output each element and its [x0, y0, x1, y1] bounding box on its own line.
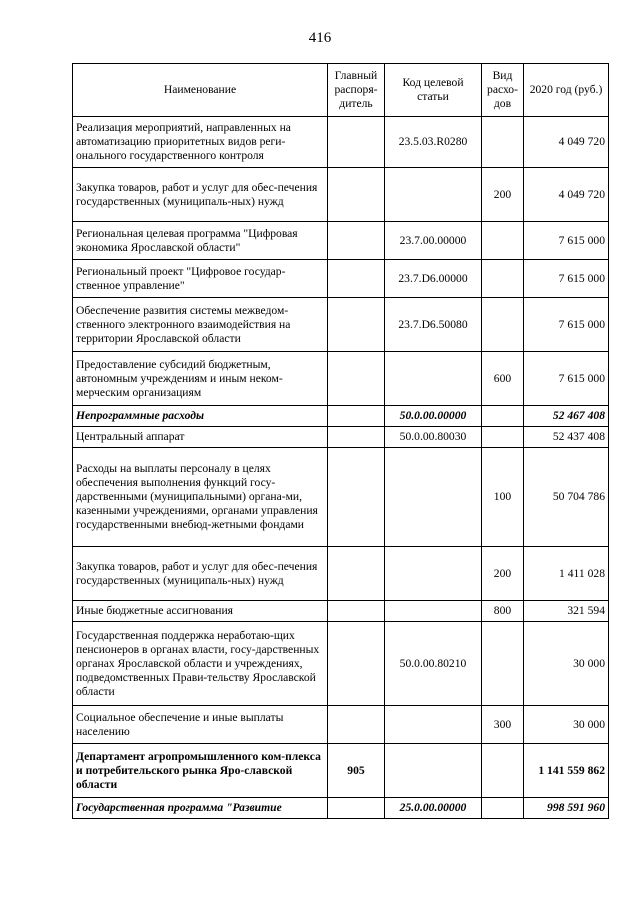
- row-main-manager: [328, 427, 385, 448]
- row-expense-kind: 100: [482, 448, 524, 547]
- table-row: [73, 117, 609, 168]
- row-target-code: 50.0.00.00000: [385, 406, 482, 427]
- row-name: Центральный аппарат: [73, 427, 328, 448]
- header-name: Наименование: [73, 64, 328, 117]
- row-expense-kind: [482, 427, 524, 448]
- row-expense-kind: [482, 117, 524, 168]
- row-expense-kind: [482, 622, 524, 706]
- row-name: Закупка товаров, работ и услуг для обес-печения государственных (муниципаль-ных) нужд: [73, 547, 328, 601]
- table-row: [73, 406, 609, 427]
- row-amount: 1 141 559 862: [524, 744, 609, 798]
- row-expense-kind: [482, 798, 524, 819]
- row-amount: 30 000: [524, 622, 609, 706]
- row-amount: 998 591 960: [524, 798, 609, 819]
- row-target-code: [385, 744, 482, 798]
- row-main-manager: [328, 298, 385, 352]
- header-expense-kind: Вид расхо-дов: [482, 64, 524, 117]
- row-main-manager: [328, 352, 385, 406]
- row-name: Региональный проект "Цифровое государ-ственное управление": [73, 260, 328, 298]
- row-target-code: [385, 706, 482, 744]
- header-main-manager: Главный распоря-дитель: [328, 64, 385, 117]
- row-main-manager: 905: [328, 744, 385, 798]
- row-expense-kind: [482, 744, 524, 798]
- row-expense-kind: 200: [482, 547, 524, 601]
- row-main-manager: [328, 260, 385, 298]
- row-name: Государственная поддержка неработаю-щих пенсионеров в органах власти, госу-дарственных органах Ярославской области и учреждениях, подведомственных Прави-тельству Ярославской области: [73, 622, 328, 706]
- row-target-code: 50.0.00.80030: [385, 427, 482, 448]
- row-target-code: 23.7.D6.50080: [385, 298, 482, 352]
- row-target-code: [385, 352, 482, 406]
- row-name: Иные бюджетные ассигнования: [73, 601, 328, 622]
- row-amount: 4 049 720: [524, 117, 609, 168]
- row-main-manager: [328, 547, 385, 601]
- row-main-manager: [328, 706, 385, 744]
- row-name: Государственная программа "Развитие: [73, 798, 328, 819]
- row-target-code: [385, 168, 482, 222]
- row-amount: 321 594: [524, 601, 609, 622]
- row-main-manager: [328, 601, 385, 622]
- row-main-manager: [328, 117, 385, 168]
- row-amount: 50 704 786: [524, 448, 609, 547]
- row-amount: 1 411 028: [524, 547, 609, 601]
- table-row: [73, 744, 609, 798]
- row-name: Реализация мероприятий, направленных на автоматизацию приоритетных видов реги-онального государственного контроля: [73, 117, 328, 168]
- row-name: Непрограммные расходы: [73, 406, 328, 427]
- row-amount: 52 437 408: [524, 427, 609, 448]
- row-target-code: 23.5.03.R0280: [385, 117, 482, 168]
- row-target-code: [385, 448, 482, 547]
- row-amount: 52 467 408: [524, 406, 609, 427]
- row-expense-kind: 200: [482, 168, 524, 222]
- table-row: [73, 168, 609, 222]
- table-header-row: [73, 64, 609, 117]
- table-row: [73, 547, 609, 601]
- row-target-code: 23.7.00.00000: [385, 222, 482, 260]
- row-name: Региональная целевая программа "Цифровая экономика Ярославской области": [73, 222, 328, 260]
- row-target-code: [385, 547, 482, 601]
- budget-table: [72, 63, 609, 819]
- row-main-manager: [328, 622, 385, 706]
- table-row: [73, 260, 609, 298]
- row-amount: 7 615 000: [524, 352, 609, 406]
- row-expense-kind: 800: [482, 601, 524, 622]
- row-name: Департамент агропромышленного ком-плекса и потребительского рынка Яро-славской области: [73, 744, 328, 798]
- row-expense-kind: [482, 406, 524, 427]
- row-main-manager: [328, 798, 385, 819]
- row-amount: 7 615 000: [524, 298, 609, 352]
- row-target-code: 23.7.D6.00000: [385, 260, 482, 298]
- table-row: [73, 222, 609, 260]
- table-row: [73, 352, 609, 406]
- header-amount-2020: 2020 год (руб.): [524, 64, 609, 117]
- row-expense-kind: [482, 298, 524, 352]
- header-target-code: Код целевой статьи: [385, 64, 482, 117]
- row-name: Обеспечение развития системы межведом-ственного электронного взаимодействия на территории Ярославской области: [73, 298, 328, 352]
- row-target-code: [385, 601, 482, 622]
- row-expense-kind: [482, 260, 524, 298]
- row-expense-kind: [482, 222, 524, 260]
- row-target-code: 25.0.00.00000: [385, 798, 482, 819]
- page-number: 416: [308, 30, 332, 46]
- row-name: Расходы на выплаты персоналу в целях обеспечения выполнения функций госу-дарственными (муниципальными) органа-ми, казенными учреждениями, органами управления государственными внебюд-жетными фондами: [73, 448, 328, 547]
- table-row: [73, 622, 609, 706]
- row-name: Предоставление субсидий бюджетным, автономным учреждениям и иным неком-мерческим организациям: [73, 352, 328, 406]
- table-row: [73, 706, 609, 744]
- table-row: [73, 427, 609, 448]
- row-expense-kind: 600: [482, 352, 524, 406]
- row-amount: 7 615 000: [524, 222, 609, 260]
- row-main-manager: [328, 222, 385, 260]
- row-name: Социальное обеспечение и иные выплаты населению: [73, 706, 328, 744]
- row-name: Закупка товаров, работ и услуг для обес-печения государственных (муниципаль-ных) нужд: [73, 168, 328, 222]
- table-row: [73, 601, 609, 622]
- table-row: [73, 448, 609, 547]
- row-amount: 7 615 000: [524, 260, 609, 298]
- row-main-manager: [328, 406, 385, 427]
- row-main-manager: [328, 168, 385, 222]
- table-row: [73, 798, 609, 819]
- table-row: [73, 298, 609, 352]
- row-target-code: 50.0.00.80210: [385, 622, 482, 706]
- row-amount: 30 000: [524, 706, 609, 744]
- row-amount: 4 049 720: [524, 168, 609, 222]
- row-main-manager: [328, 448, 385, 547]
- row-expense-kind: 300: [482, 706, 524, 744]
